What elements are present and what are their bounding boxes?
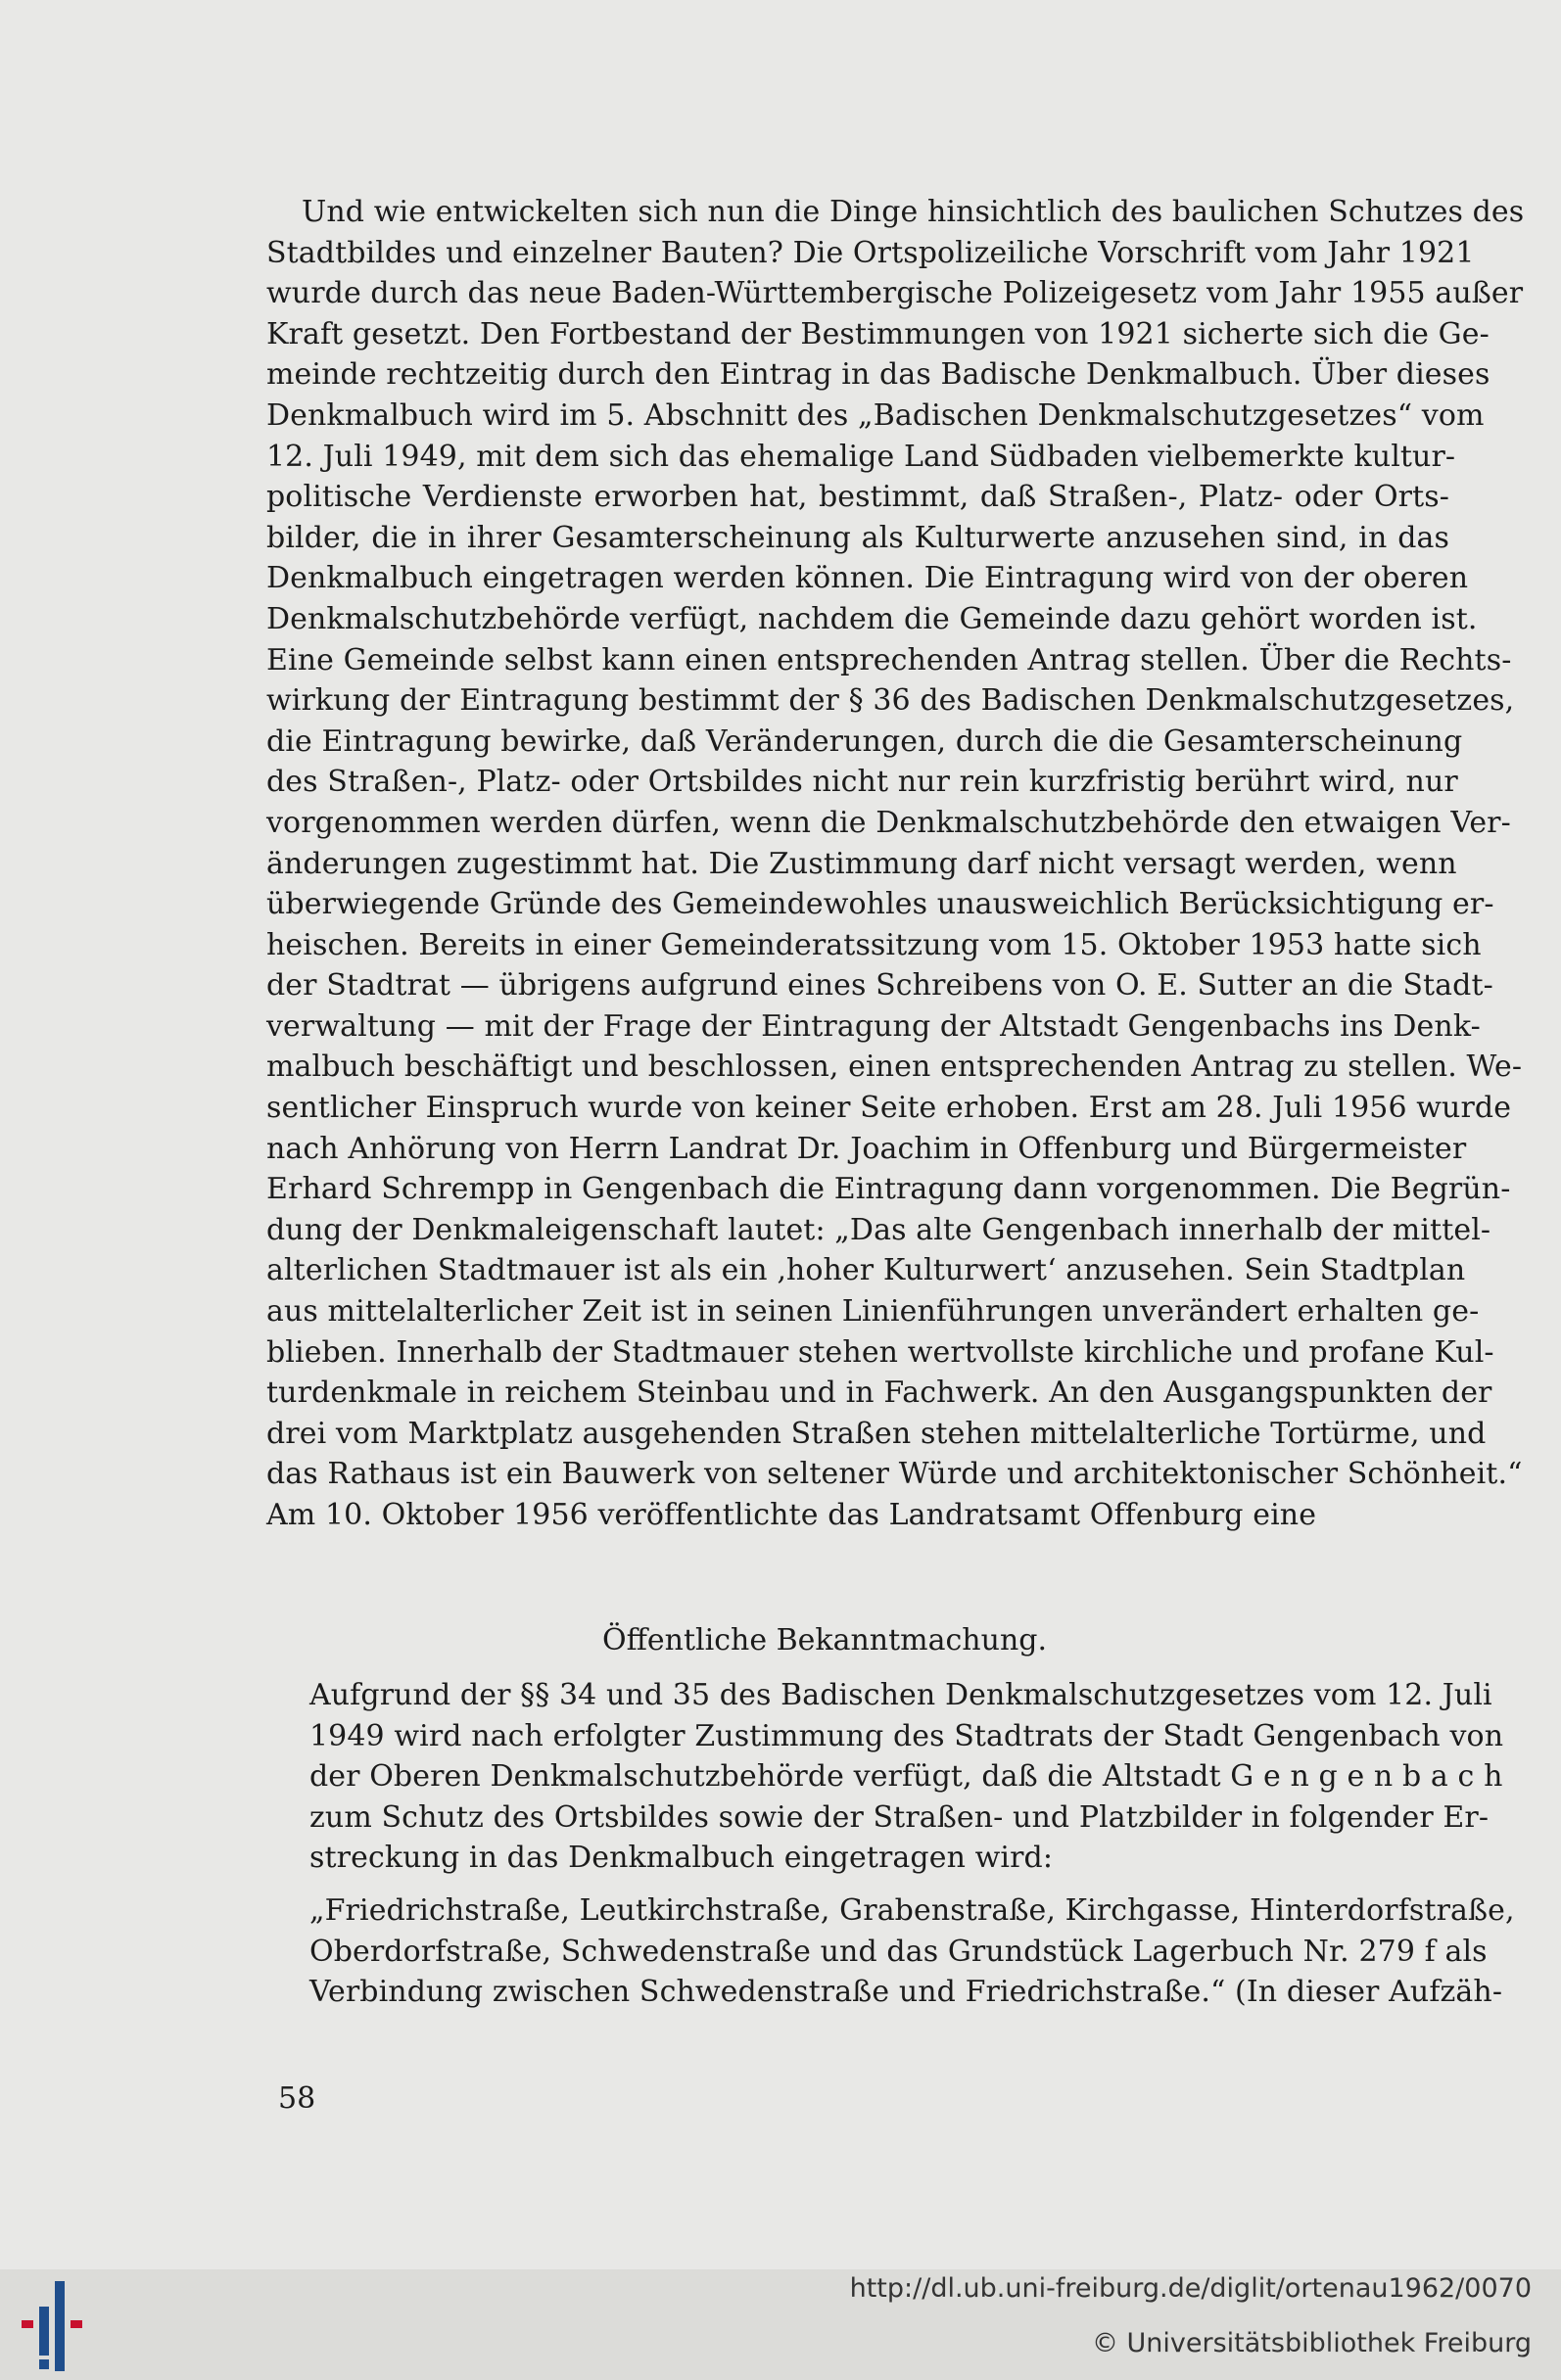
text-line: Oberdorfstraße, Schwedenstraße und das Grundstück Lagerbuch Nr. 279 f als: [309, 1934, 1488, 1969]
text-line: überwiegende Gründe des Gemeindewohles unausweichlich Berücksichtigung er-: [266, 887, 1494, 922]
text-line: malbuch beschäftigt und beschlossen, einen entsprechenden Antrag zu stellen. We-: [266, 1050, 1523, 1085]
page-number: 58: [278, 2081, 316, 2116]
body-paragraph: [266, 192, 1525, 1536]
text-line: Aufgrund der §§ 34 und 35 des Badischen Denkmalschutzgesetzes vom 12. Juli: [309, 1678, 1492, 1712]
text-line: nach Anhörung von Herrn Landrat Dr. Joachim in Offenburg und Bürgermeister: [266, 1131, 1467, 1166]
text-line: heischen. Bereits in einer Gemeinderatssitzung vom 15. Oktober 1953 hatte sich: [266, 927, 1482, 962]
text-line: blieben. Innerhalb der Stadtmauer stehen wertvollste kirchliche und profane Kul-: [266, 1334, 1494, 1370]
text-line: der Stadtrat — übrigens aufgrund eines Schreibens von O. E. Sutter an die Stadt-: [266, 968, 1493, 1003]
text-line: 12. Juli 1949, mit dem sich das ehemalige Land Südbaden vielbemerkte kultur-: [266, 439, 1456, 474]
text-line: der Oberen Denkmalschutzbehörde verfügt, daß die Altstadt G e n g e n b a c h: [309, 1759, 1503, 1795]
text-line: bilder, die in ihrer Gesamterscheinung als Kulturwerte anzusehen sind, in das: [266, 520, 1449, 555]
text-line: politische Verdienste erworben hat, bestimmt, daß Straßen-, Platz- oder Orts-: [266, 480, 1449, 515]
text-line: Denkmalschutzbehörde verfügt, nachdem die Gemeinde dazu gehört worden ist.: [266, 601, 1478, 636]
text-line: „Friedrichstraße, Leutkirchstraße, Grabenstraße, Kirchgasse, Hinterdorfstraße,: [309, 1892, 1515, 1928]
text-line: alterlichen Stadtmauer ist als ein ‚hoher Kulturwert‘ anzusehen. Sein Stadtplan: [266, 1253, 1466, 1288]
text-line: drei vom Marktplatz ausgehenden Straßen stehen mittelalterliche Tortürme, und: [266, 1416, 1487, 1451]
text-line: Denkmalbuch eingetragen werden können. Die Eintragung wird von der oberen: [266, 561, 1469, 596]
text-line: dung der Denkmaleigenschaft lautet: „Das alte Gengenbach innerhalb der mittel-: [266, 1212, 1491, 1247]
text-line: Eine Gemeinde selbst kann einen entsprechenden Antrag stellen. Über die Rechts-: [266, 642, 1512, 677]
text-line: aus mittelalterlicher Zeit ist in seinen Linienführungen unverändert erhalten ge-: [266, 1294, 1480, 1330]
text-line: Denkmalbuch wird im 5. Abschnitt des „Badischen Denkmalschutzgesetzes“ vom: [266, 397, 1485, 433]
copyright-text: © Universitätsbibliothek Freiburg: [1091, 2328, 1532, 2358]
text-line: sentlicher Einspruch wurde von keiner Seite erhoben. Erst am 28. Juli 1956 wurde: [266, 1091, 1512, 1126]
text-line: 1949 wird nach erfolgter Zustimmung des Stadtrats der Stadt Gengenbach von: [309, 1718, 1504, 1753]
text-line: Und wie entwickelten sich nun die Dinge hinsichtlich des baulichen Schutzes des: [302, 195, 1525, 229]
text-line: meinde rechtzeitig durch den Eintrag in das Badische Denkmalbuch. Über dieses: [266, 357, 1490, 393]
text-line: vorgenommen werden dürfen, wenn die Denkmalschutzbehörde den etwaigen Ver-: [266, 805, 1511, 840]
text-line: Am 10. Oktober 1956 veröffentlichte das Landratsamt Offenburg eine: [266, 1498, 1317, 1532]
text-line: Verbindung zwischen Schwedenstraße und Friedrichstraße.“ (In dieser Aufzäh-: [309, 1975, 1503, 2010]
text-line: zum Schutz des Ortsbildes sowie der Straßen- und Platzbilder in folgender Er-: [309, 1799, 1490, 1835]
notice-heading: [0, 1621, 1561, 1660]
text-line: wurde durch das neue Baden-Württembergische Polizeigesetz vom Jahr 1955 außer: [266, 276, 1524, 311]
ub-freiburg-logo-icon[interactable]: [18, 2277, 96, 2375]
text-line: das Rathaus ist ein Bauwerk von seltener Würde und architektonischer Schönheit.“: [266, 1457, 1523, 1492]
text-line: verwaltung — mit der Frage der Eintragung der Altstadt Gengenbachs ins Denk-: [266, 1008, 1481, 1044]
text-line: wirkung der Eintragung bestimmt der § 36 des Badischen Denkmalschutzgesetzes,: [266, 683, 1515, 719]
text-line: die Eintragung bewirke, daß Veränderungen, durch die die Gesamterscheinung: [266, 723, 1463, 759]
text-line: streckung in das Denkmalbuch eingetragen wird:: [309, 1841, 1054, 1876]
notice-text: [309, 1675, 1515, 2013]
text-line: des Straßen-, Platz- oder Ortsbildes nicht nur rein kurzfristig berührt wird, nur: [266, 765, 1458, 800]
text-line: turdenkmale in reichem Steinbau und in Fachwerk. An den Ausgangspunkten der: [266, 1376, 1492, 1411]
text-line: Stadtbildes und einzelner Bauten? Die Ortspolizeiliche Vorschrift vom Jahr 1921: [266, 235, 1475, 270]
source-url-link[interactable]: http://dl.ub.uni-freiburg.de/diglit/ortenau1962/0070: [849, 2273, 1532, 2304]
notice-heading-text: Öffentliche Bekanntmachung.: [601, 1623, 1048, 1657]
text-line: Kraft gesetzt. Den Fortbestand der Bestimmungen von 1921 sicherte sich die Ge-: [266, 316, 1490, 351]
text-line: Erhard Schrempp in Gengenbach die Eintragung dann vorgenommen. Die Begrün-: [266, 1172, 1511, 1207]
text-line: änderungen zugestimmt hat. Die Zustimmung darf nicht versagt werden, wenn: [266, 846, 1457, 881]
